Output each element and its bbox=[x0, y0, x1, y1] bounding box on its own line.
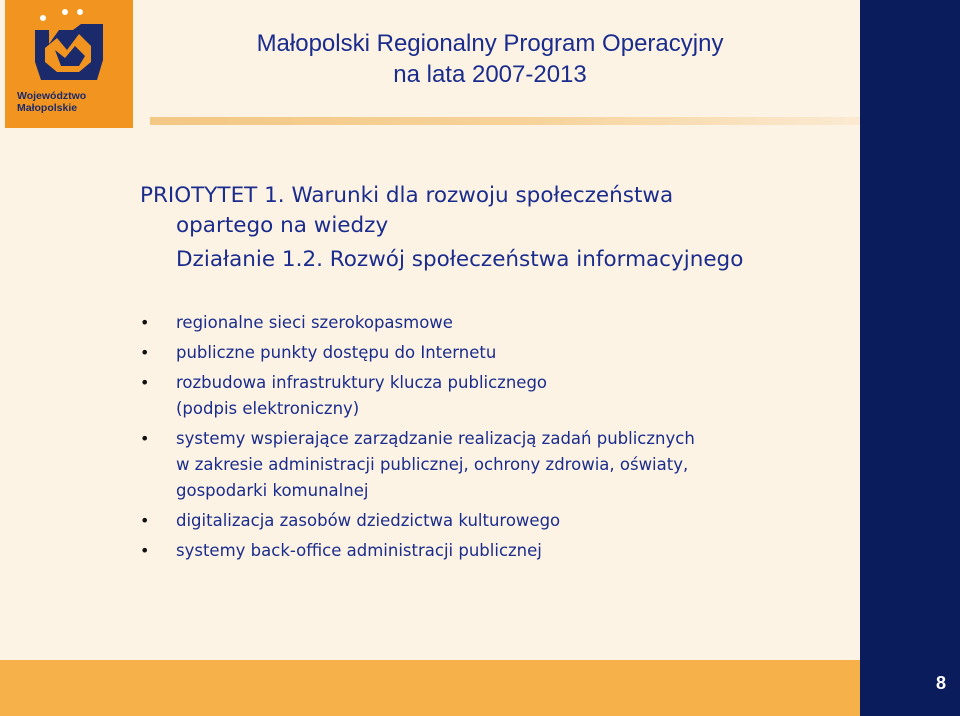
bullet-icon: • bbox=[140, 541, 150, 560]
logo-line-1: Województwo bbox=[17, 90, 87, 102]
bottom-footer-bar bbox=[0, 660, 860, 716]
bullet-icon: • bbox=[140, 373, 150, 392]
bullet-icon: • bbox=[140, 313, 150, 332]
program-title-line-1: Małopolski Regionalny Program Operacyjny bbox=[256, 30, 724, 57]
list-item: • publiczne punkty dostępu do Internetu bbox=[140, 340, 830, 366]
list-item: • systemy wspierające zarządzanie realizacją zadań publicznych w zakresie administracji publicznej, ochrony zdrowia, oświaty, gospodarki komunalnej bbox=[140, 426, 830, 504]
bullet-icon: • bbox=[140, 343, 150, 362]
logo-line-2: Małopolskie bbox=[17, 102, 78, 114]
program-title-line-2: na lata 2007-2013 bbox=[393, 61, 587, 88]
right-sidebar-bar bbox=[860, 0, 960, 716]
bullet-icon: • bbox=[140, 511, 150, 530]
voivodeship-logo bbox=[5, 0, 133, 128]
action-heading: Działanie 1.2. Rozwój społeczeństwa informacyjnego bbox=[176, 247, 744, 272]
header-divider bbox=[150, 117, 860, 125]
priority-heading bbox=[140, 181, 850, 241]
bullet-list bbox=[140, 310, 830, 568]
list-item: • regionalne sieci szerokopasmowe bbox=[140, 310, 830, 336]
bullet-icon: • bbox=[140, 429, 150, 448]
list-item: • digitalizacja zasobów dziedzictwa kulturowego bbox=[140, 508, 830, 534]
logo-wordmark bbox=[17, 90, 86, 114]
priority-heading-line-1: PRIOTYTET 1. Warunki dla rozwoju społeczeństwa bbox=[140, 183, 674, 208]
list-item: • systemy back-office administracji publicznej bbox=[140, 538, 830, 564]
castle-emblem-icon bbox=[5, 0, 133, 90]
priority-heading-line-2: opartego na wiedzy bbox=[176, 213, 389, 238]
program-title bbox=[150, 28, 830, 90]
list-item: • rozbudowa infrastruktury klucza publicznego (podpis elektroniczny) bbox=[140, 370, 830, 422]
page-number: 8 bbox=[935, 673, 946, 693]
